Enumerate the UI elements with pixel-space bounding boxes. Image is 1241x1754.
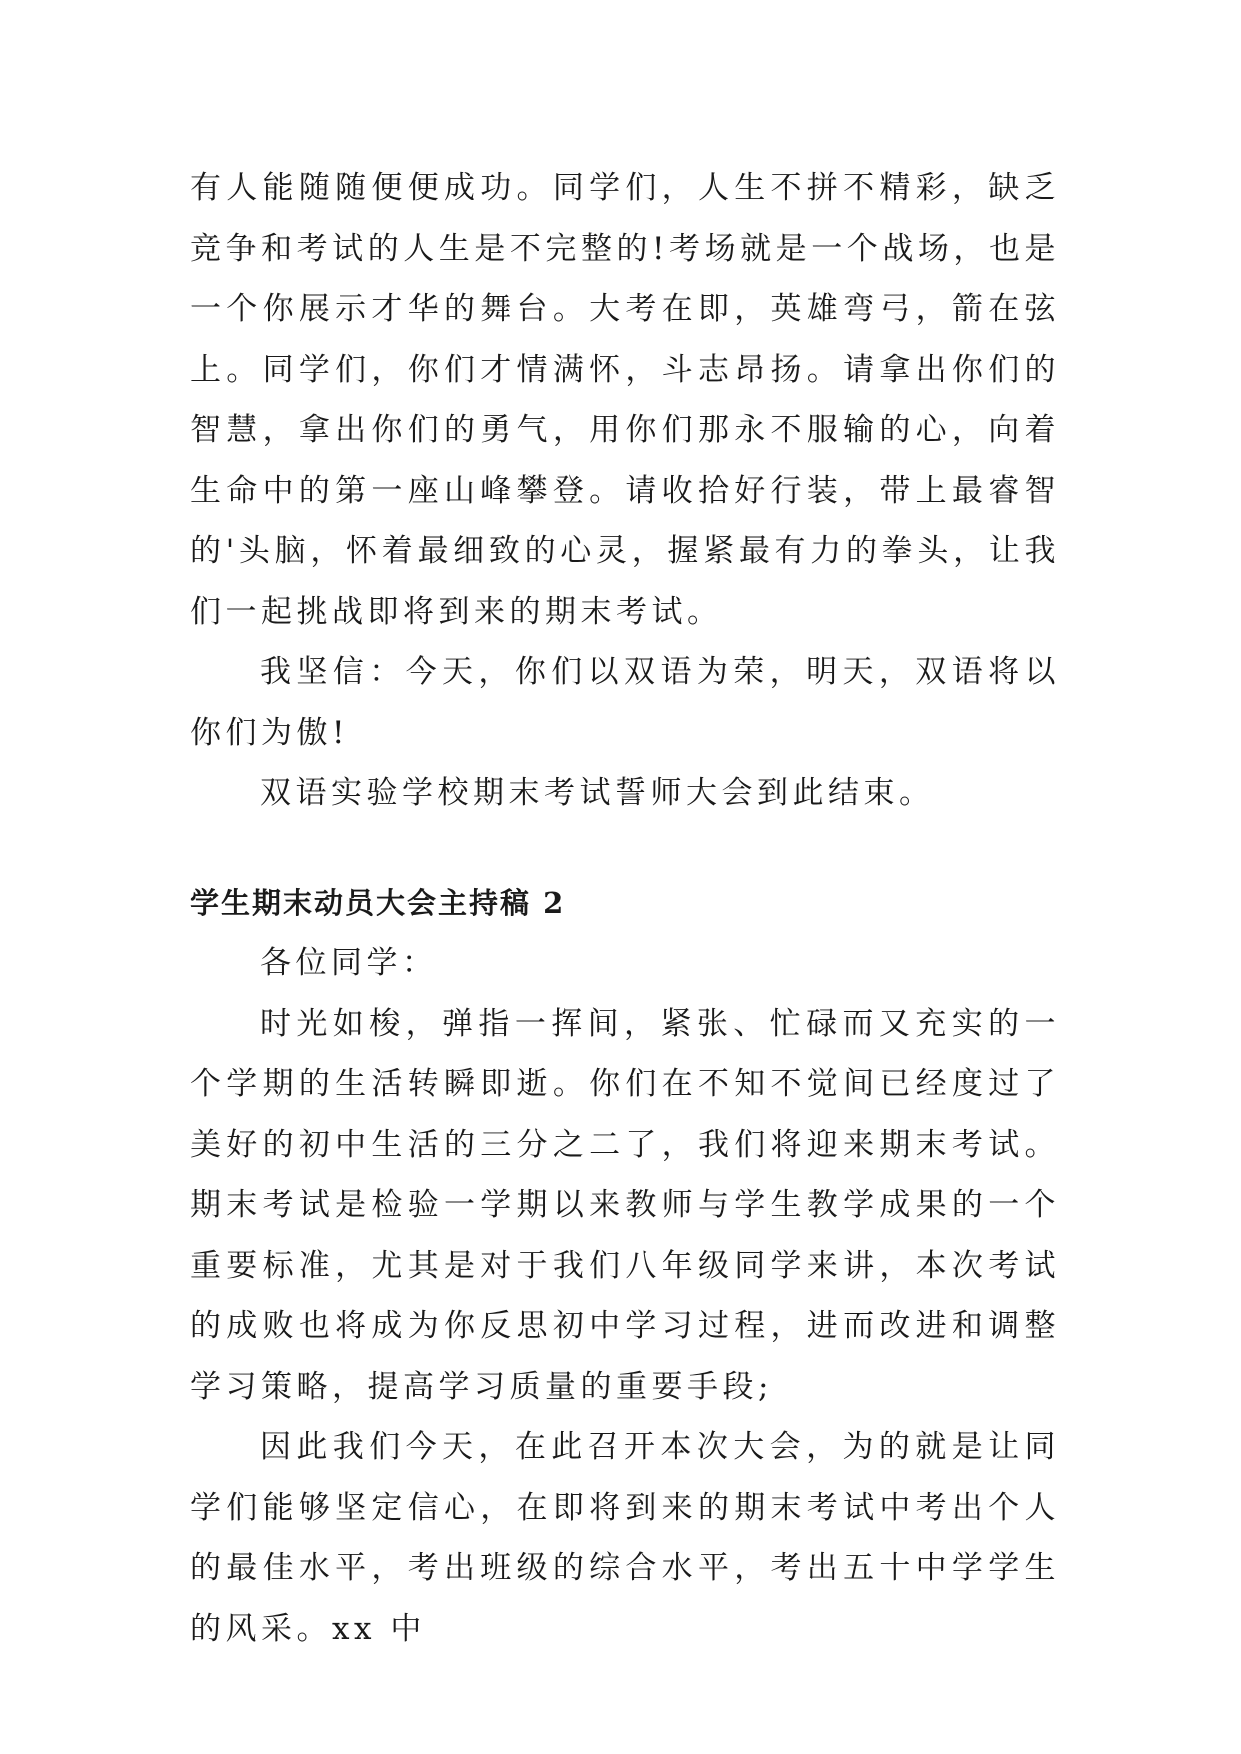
paragraph-belief: 我坚信：今天，你们以双语为荣，明天，双语将以你们为傲!: [190, 654, 1060, 751]
paragraph-greeting: 各位同学：: [260, 945, 438, 981]
paragraph-meeting-purpose: 因此我们今天，在此召开本次大会，为的就是让同学们能够坚定信心，在即将到来的期末考试中考出个人的最佳水平，考出班级的综合水平，考出五十中学学生的风采。xx 中: [190, 1429, 1060, 1647]
document-body: [190, 158, 1060, 1659]
section-title: 学生期末动员大会主持稿 2: [190, 885, 566, 920]
paragraph-continuation: 有人能随随便便成功。同学们，人生不拼不精彩，缺乏竞争和考试的人生是不完整的!考场就是一个战场，也是一个你展示才华的舞台。大考在即，英雄弯弓，箭在弦上。同学们，你们才情满怀，斗志昂扬。请拿出你们的智慧，拿出你们的勇气，用你们那永不服输的心，向着生命中的第一座山峰攀登。请收拾好行装，带上最睿智的'头脑，怀着最细致的心灵，握紧最有力的拳头，让我们一起挑战即将到来的期末考试。: [190, 170, 1060, 630]
paragraph-time-passing: 时光如梭，弹指一挥间，紧张、忙碌而又充实的一个学期的生活转瞬即逝。你们在不知不觉间已经度过了美好的初中生活的三分之二了，我们将迎来期末考试。期末考试是检验一学期以来教师与学生教学成果的一个重要标准，尤其是对于我们八年级同学来讲，本次考试的成败也将成为你反思初中学习过程，进而改进和调整学习策略，提高学习质量的重要手段;: [190, 1005, 1060, 1405]
paragraph-closing: 双语实验学校期末考试誓师大会到此结束。: [260, 775, 935, 811]
